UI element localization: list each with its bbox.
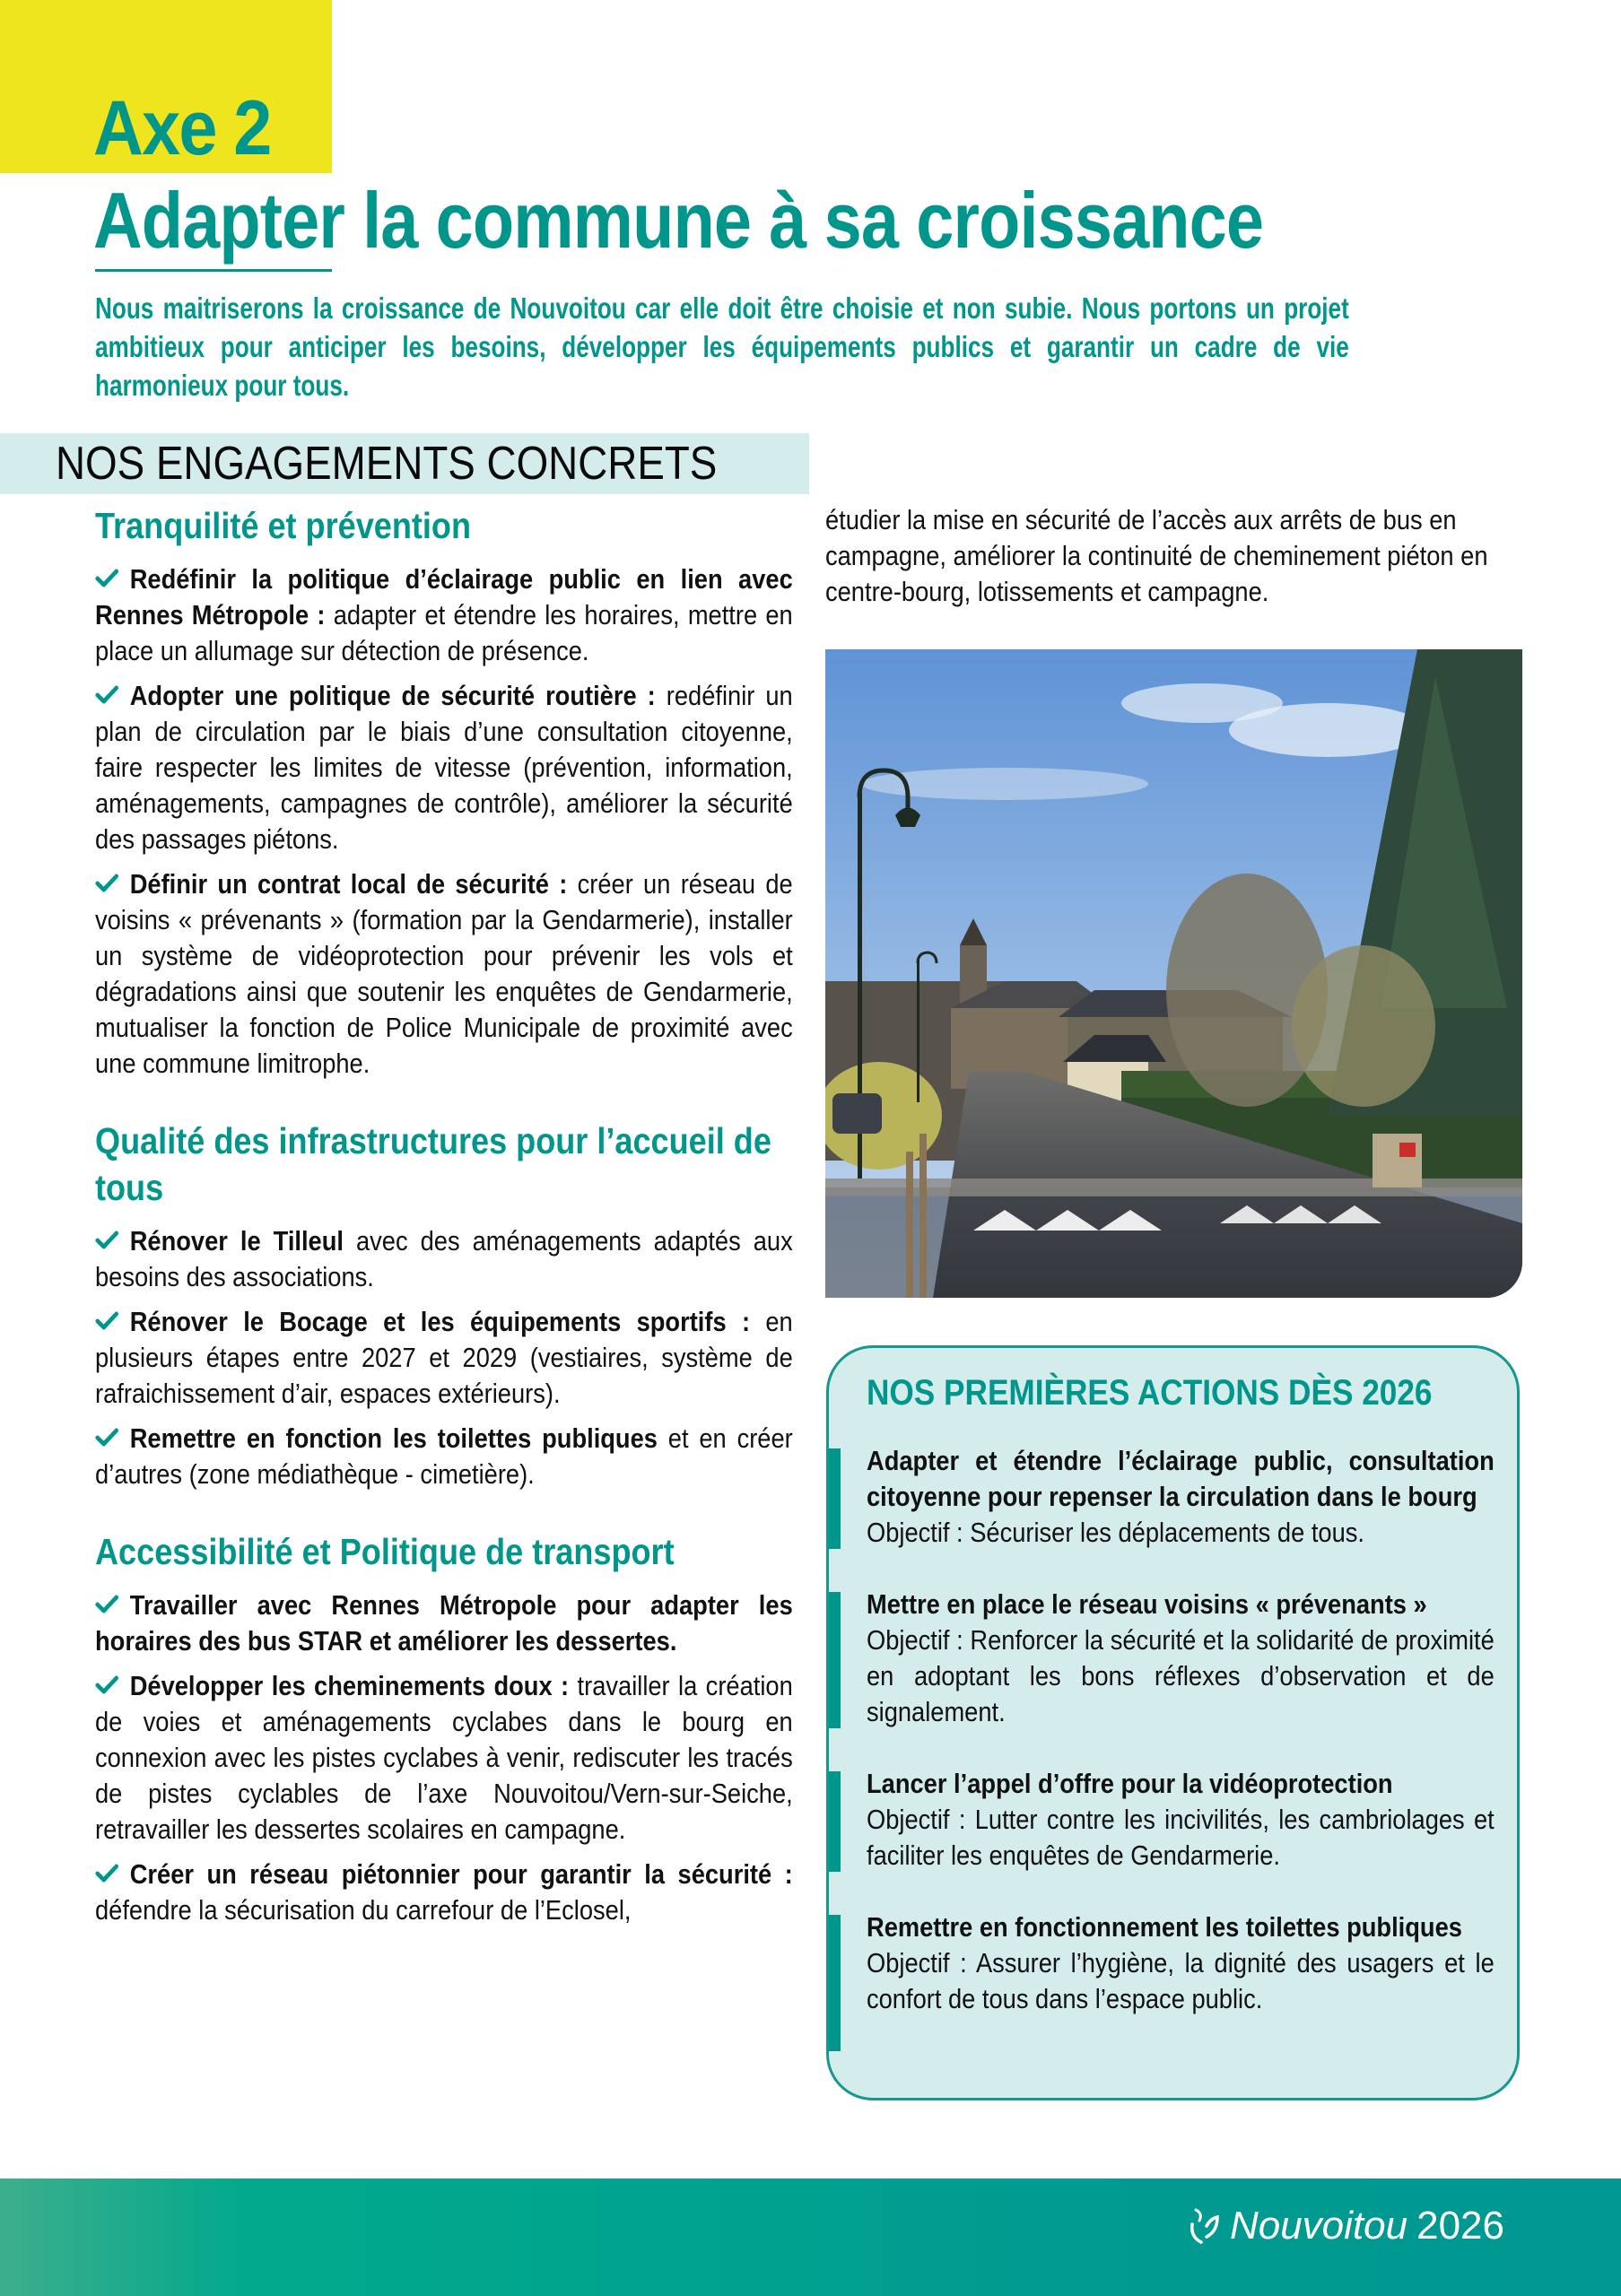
list-item: Adopter une politique de sécurité routière : redéfinir un plan de circulation par le biais d’une consultation citoyenne, faire respecter les limites de vitesse (prévention, information, aménagements, campagnes de contrôle), améliorer la sécurité des passages piétons. [95,680,793,855]
footer-brand: Nouvoitou [1229,2204,1408,2248]
list-item: Rénover le Tilleul avec des aménagements adaptés aux besoins des associations. [95,1225,793,1292]
action-objective: Objectif : Lutter contre les incivilités, les cambriolages et faciliter les enquêtes de Gendarmerie. [867,1804,1495,1871]
check-icon [95,685,118,705]
page-title: Adapter la commune à sa croissance [93,176,1264,265]
village-street-photo [825,649,1522,1298]
list-item: Redéfinir la politique d’éclairage public en lien avec Rennes Métropole : adapter et étendre les horaires, mettre en place un allumage sur détection de présence. [95,563,793,666]
check-icon [95,1311,118,1331]
check-icon [95,569,118,588]
axe-label: Axe 2 [93,85,271,171]
left-column [95,502,793,1937]
list-item: Créer un réseau piétonnier pour garantir la sécurité : défendre la sécurisation du carrefour de l’Eclosel, [95,1858,793,1926]
section-transport [95,1528,793,1928]
continuation-text: étudier la mise en sécurité de l’accès aux arrêts de bus en campagne, améliorer la continuité de cheminement piéton en centre-bourg, lotissements et campagne. [825,504,1488,607]
section-heading: Qualité des infrastructures pour l’accueil de tous [95,1120,771,1208]
actions-box-title: NOS PREMIÈRES ACTIONS DÈS 2026 [867,1373,1433,1413]
list-item: Développer les cheminements doux : travailler la création de voies et aménagements cyclabes dans le bourg en connexion avec les pistes cyclabes à venir, rediscuter les tracés de pistes cyclables de l’axe Nouvoitou/Vern-sur-Seiche, retravailler les dessertes scolaires en campagne. [95,1670,793,1845]
action-text [867,1443,1495,1551]
section-infrastructures [95,1118,793,1492]
check-icon [95,1595,118,1614]
action-text [867,1587,1495,1730]
action-accent-bar [829,1771,841,1872]
list-item: Remettre en fonction les toilettes publiques et en créer d’autres (zone médiathèque - cimetière). [95,1422,793,1490]
section-band-label: NOS ENGAGEMENTS CONCRETS [56,438,718,490]
action-accent-bar [829,1915,841,2051]
check-icon [95,1675,118,1695]
list-item: Travailler avec Rennes Métropole pour adapter les horaires des bus STAR et améliorer les dessertes. [95,1589,793,1657]
check-icon [95,1428,118,1448]
action-objective: Objectif : Sécuriser les déplacements de tous. [867,1517,1364,1548]
section-heading: Tranquilité et prévention [95,505,471,546]
action-objective: Objectif : Assurer l’hygiène, la dignité des usagers et le confort de tous dans l’espace public. [867,1947,1495,2014]
footer-year: 2026 [1416,2204,1504,2248]
check-icon [95,874,118,893]
photo-illustration [825,649,1522,1298]
section-tranquilite [95,502,793,1082]
list-item: Rénover le Bocage et les équipements sportifs : en plusieurs étapes entre 2027 et 2029 (vestiaires, système de rafraichissement d’air, espaces extérieurs). [95,1306,793,1409]
first-actions-box [826,1345,1520,2100]
action-accent-bar [829,1448,841,1549]
section-heading: Accessibilité et Politique de transport [95,1531,675,1572]
list-item: Définir un contrat local de sécurité : créer un réseau de voisins « prévenants » (formation par la Gendarmerie), installer un système de vidéoprotection pour prévenir les vols et dégradations ainsi que soutenir les enquêtes de Gendarmerie, mutualiser la fonction de Police Municipale de proximité avec une commune limitrophe. [95,868,793,1079]
action-text [867,1909,1495,2017]
leaf-logo-icon [1189,2206,1224,2246]
action-title: Mettre en place le réseau voisins « prévenants » [867,1588,1427,1620]
action-objective: Objectif : Renforcer la sécurité et la solidarité de proximité en adoptant les bons réflexes d’observation et de signalement. [867,1624,1495,1727]
check-icon [95,1231,118,1250]
intro-paragraph: Nous maitriserons la croissance de Nouvoitou car elle doit être choisie et non subie. Nous portons un projet ambitieux pour anticiper les besoins, développer les équipements publics et garantir un cadre de vie harmonieux pour tous. [95,291,1349,402]
action-title: Remettre en fonctionnement les toilettes publiques [867,1911,1462,1943]
right-column [825,502,1522,619]
check-icon [95,1864,118,1883]
title-underline [95,269,332,272]
footer-band [0,2179,1621,2296]
action-title: Adapter et étendre l’éclairage public, consultation citoyenne pour repenser la circulation dans le bourg [867,1445,1495,1512]
action-accent-bar [829,1592,841,1728]
footer-logo [1189,2204,1504,2248]
action-title: Lancer l’appel d’offre pour la vidéoprotection [867,1768,1393,1799]
action-text [867,1766,1495,1874]
